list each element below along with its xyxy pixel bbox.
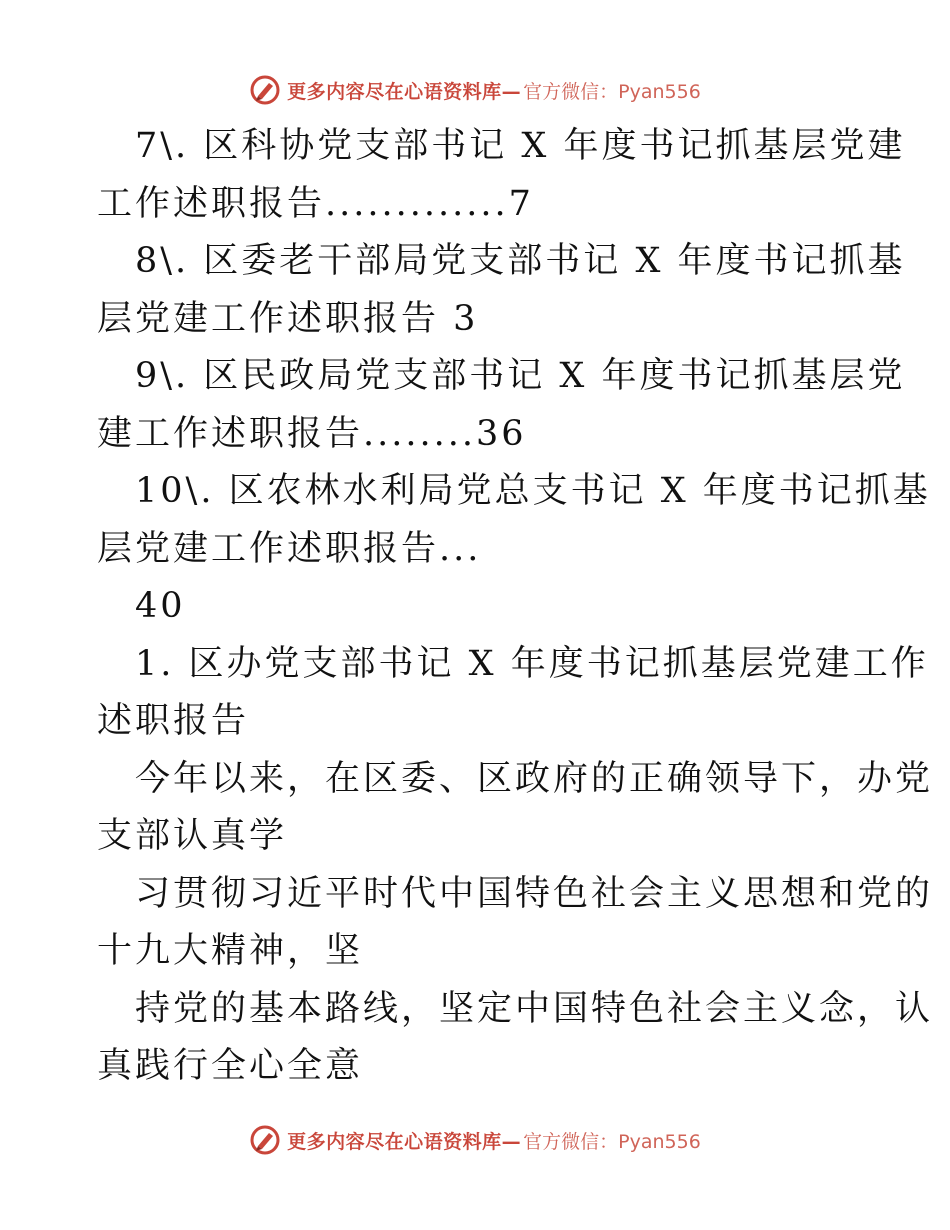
toc-entry-7-line1: 7\. 区科协党支部书记 X 年度书记抓基层党建 <box>135 126 906 166</box>
watermark-text: 更多内容尽在心语资料库— <box>287 1130 522 1153</box>
paragraph-line: 支部认真学 <box>97 816 288 856</box>
paragraph-line: 十九大精神，坚 <box>97 931 364 971</box>
toc-entry-8-line2: 层党建工作述职报告 3 <box>97 298 479 339</box>
toc-entry-9-line1: 9\. 区民政局党支部书记 X 年度书记抓基层党 <box>135 356 906 396</box>
toc-entry-7-line2: 工作述职报告.............7 <box>97 183 534 224</box>
writing-pen-logo-icon <box>249 1124 281 1156</box>
footer-watermark <box>0 1120 950 1160</box>
document-body <box>97 118 934 1096</box>
section-heading-line2: 述职报告 <box>97 701 250 741</box>
watermark-contact: 官方微信：Pyan556 <box>523 80 701 103</box>
toc-entry-8-line1: 8\. 区委老干部局党支部书记 X 年度书记抓基 <box>135 241 906 281</box>
toc-entry-10-line2: 层党建工作述职报告... <box>97 528 482 569</box>
section-heading-line1: 1. 区办党支部书记 X 年度书记抓基层党建工作 <box>135 643 929 684</box>
toc-entry-9-line2: 建工作述职报告........36 <box>97 413 527 454</box>
paragraph-line: 真践行全心全意 <box>97 1046 364 1086</box>
paragraph-line: 持党的基本路线，坚定中国特色社会主义念，认 <box>135 988 934 1029</box>
writing-pen-logo-icon <box>249 74 281 106</box>
paragraph-line: 今年以来，在区委、区政府的正确领导下，办党 <box>135 758 934 799</box>
header-watermark <box>0 70 950 110</box>
toc-entry-10-page: 40 <box>135 586 186 626</box>
toc-entry-10-line1: 10\. 区农林水利局党总支书记 X 年度书记抓基 <box>135 471 931 511</box>
watermark-text: 更多内容尽在心语资料库— <box>287 80 522 103</box>
watermark-contact: 官方微信：Pyan556 <box>523 1130 701 1153</box>
paragraph-line: 习贯彻习近平时代中国特色社会主义思想和党的 <box>135 873 934 914</box>
